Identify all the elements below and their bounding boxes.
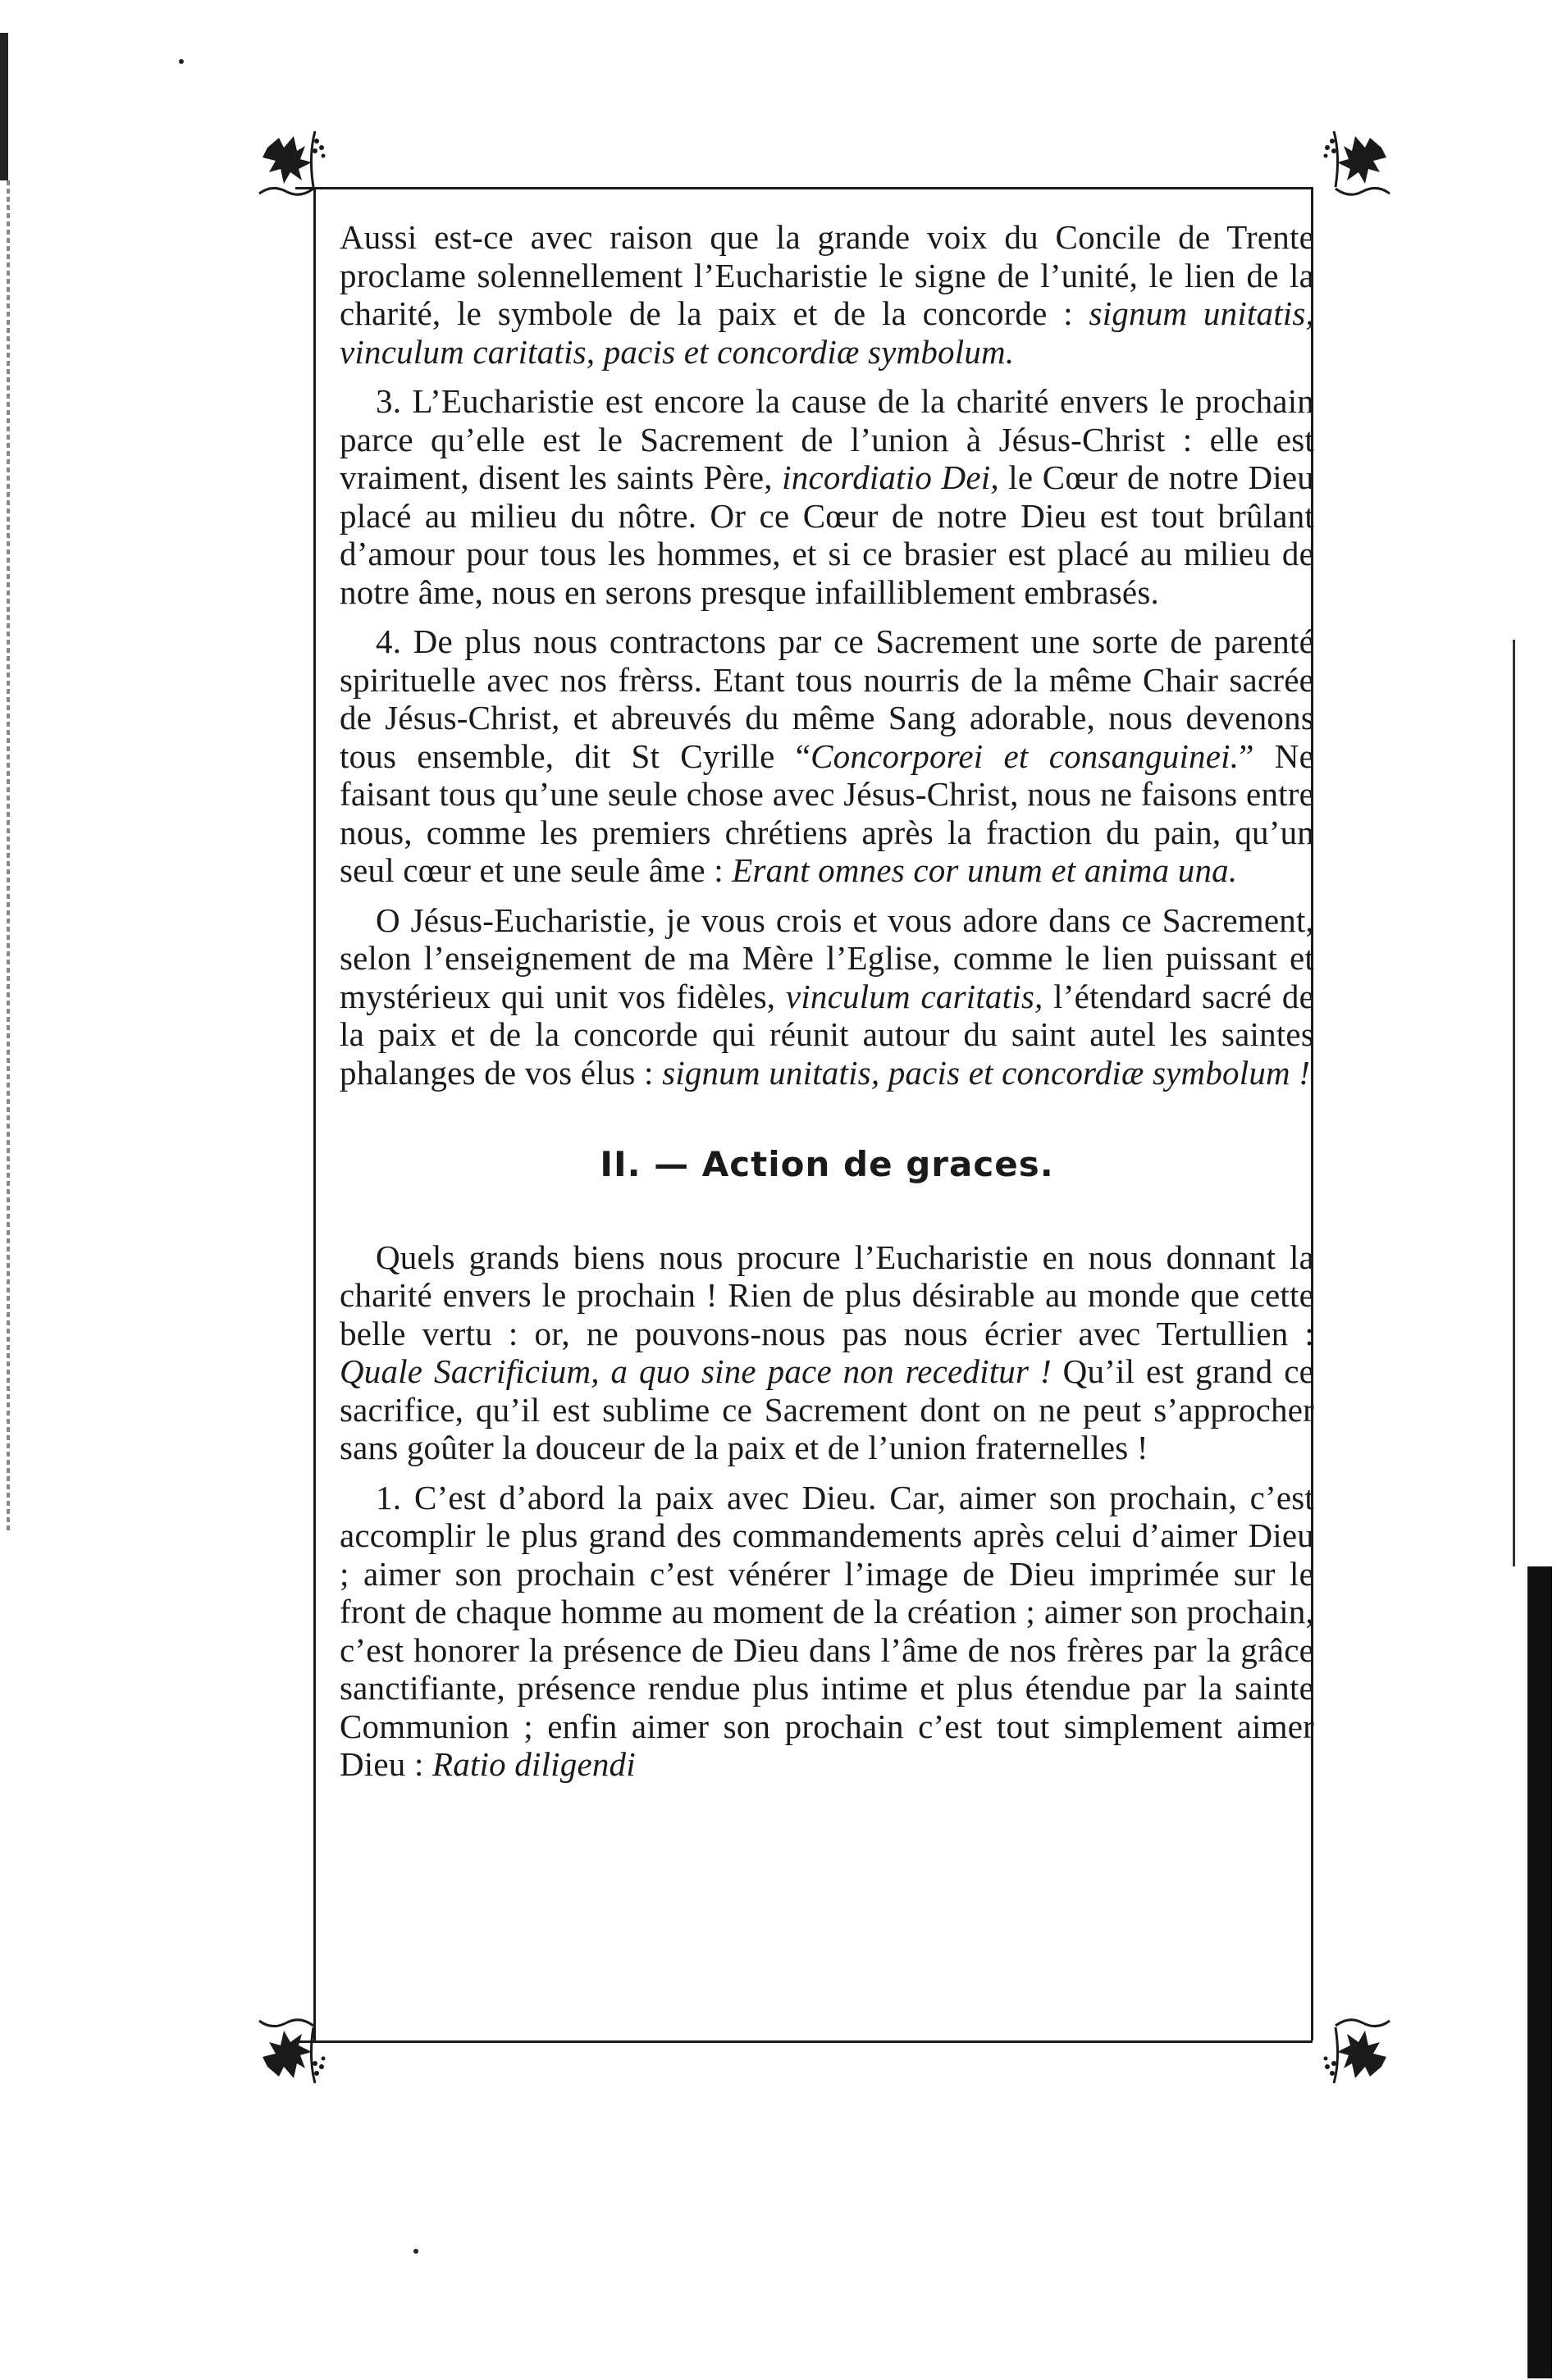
section-action-de-graces <box>340 1238 1314 1784</box>
text-run: 1. C’est d’abord la paix avec Dieu. Car, aimer son prochain, c’est accomplir le plus grand des commandements après celui d’aimer Dieu ; aimer son prochain c’est vénérer l’image de Dieu imprimée sur le front de chaque homme au moment de la création ; aimer son prochain, c’est honorer la présence de Dieu dans l’âme de nos frères par la grâce sanctifiante, présence rendue plus intime et plus étendue par la sainte Communion ; enfin aimer son prochain c’est tout simplement aimer Dieu : <box>340 1478 1314 1783</box>
frame-top-rule <box>295 187 1313 189</box>
frame-left-rule <box>313 187 316 2040</box>
paragraph <box>340 1479 1314 1784</box>
latin-quote: incordiatio Dei, <box>782 458 999 496</box>
text-run: Quels grands biens nous procure l’Eucharistie en nous donnant la charité envers le prochain ! Rien de plus désirable au monde que cette belle vertu : or, ne pouvons-nous pas nous écrier avec Tertullien : <box>340 1238 1314 1352</box>
text-run: O Jésus-Eucharistie, je vous crois et vous adore dans ce Sacrement, selon l’enseignement de ma Mère l’Eglise, comme le lien puissant et mystérieux qui unit vos fidèles, <box>340 900 1314 1015</box>
scan-edge-right-line <box>1513 640 1515 1566</box>
scan-edge-left <box>0 33 8 180</box>
latin-quote: Quale Sacrificium, a quo sine pace non receditur ! <box>340 1352 1052 1390</box>
frame-bottom-rule <box>295 2040 1313 2043</box>
latin-quote: Erant omnes cor unum et anima una. <box>732 851 1238 889</box>
latin-quote: Concorporei et consanguinei. <box>810 736 1240 775</box>
vine-ornament-icon <box>1308 2001 1398 2091</box>
latin-quote: Ratio diligendi <box>432 1745 636 1783</box>
text-run: Aussi est-ce avec raison que la grande voix du Concile de Trente proclame solennellement l’Eucharistie le signe de l’unité, le lien de la charité, le symbole de la paix et de la concorde : <box>340 218 1314 332</box>
scan-speck <box>413 2249 418 2254</box>
text-run: Qu’il est grand ce sacrifice, qu’il est sublime ce Sacrement dont on ne peut s’approcher sans goûter la douceur de la paix et de l’union fraternelles ! <box>340 1352 1314 1466</box>
scan-speck <box>179 59 184 64</box>
vine-ornament-icon <box>251 2001 341 2091</box>
text-run: 4. De plus nous contractons par ce Sacrement une sorte de parenté spirituelle avec nos frèrss. Etant tous nourris de la même Chair sacrée de Jésus-Christ, et abreuvés du même Sang adorable, nous devenons tous ensemble, dit St Cyrille “ <box>340 622 1314 775</box>
text-run: l’étendard sacré de la paix et de la concorde qui réunit autour du saint autel les saintes phalanges de vos élus : <box>340 977 1314 1092</box>
text-run: 3. L’Eucharistie est encore la cause de la charité envers le prochain parce qu’elle est le Sacrement de l’union à Jésus-Christ : elle est vraiment, disent les saints Père, <box>340 382 1314 496</box>
vine-ornament-icon <box>1308 123 1398 213</box>
text-run: ” Ne faisant tous qu’une seule chose avec Jésus-Christ, nous ne faisons entre nous, comme les premiers chrétiens après la fraction du pain, qu’un seul cœur et une seule âme : <box>340 736 1314 889</box>
paragraph <box>340 1238 1314 1467</box>
scan-edge-rule <box>7 180 10 1534</box>
paragraph <box>340 218 1314 371</box>
text-run: le Cœur de notre Dieu placé au milieu du nôtre. Or ce Cœur de notre Dieu est tout brûlant d’amour pour tous les hommes, et si ce brasier est placé au milieu de notre âme, nous en serons presque infailliblement embrasés. <box>340 458 1314 611</box>
section-heading: II. — Action de graces. <box>600 1144 1054 1184</box>
paragraph <box>340 901 1314 1092</box>
paragraph <box>340 382 1314 611</box>
scan-edge-right-bar <box>1527 1566 1552 2378</box>
paragraph <box>340 622 1314 890</box>
vine-ornament-icon <box>251 123 341 213</box>
latin-quote: signum unitatis, pacis et concordiæ symbolum ! <box>662 1053 1311 1092</box>
latin-quote: signum unitatis, vinculum caritatis, pacis et concordiæ symbolum. <box>340 294 1314 371</box>
section-intro <box>340 218 1314 1092</box>
page-text <box>340 218 1314 1784</box>
latin-quote: vinculum caritatis, <box>785 977 1043 1015</box>
